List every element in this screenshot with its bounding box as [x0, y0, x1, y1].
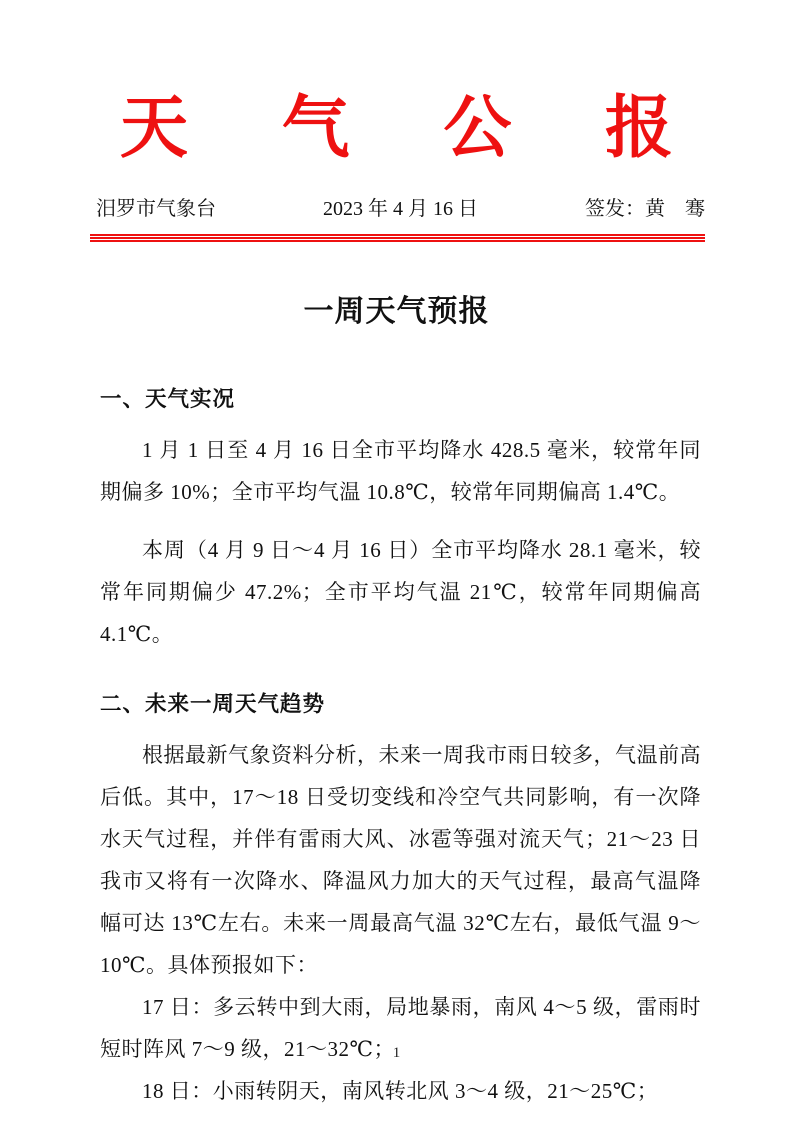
signer	[585, 196, 705, 222]
issue-date: 2023 年 4 月 16 日	[323, 197, 478, 220]
paragraph-trend-overview: 根据最新气象资料分析，未来一周我市雨日较多，气温前高后低。其中，17～18 日受切变线和冷空气共同影响，有一次降水天气过程，并伴有雷雨大风、冰雹等强对流天气；21～23 日我市又将有一次降水、降温风力加大的天气过程，最高气温降幅可达 13℃左右。未来一周最高气温 32℃左右，最低气温 9～10℃。具体预报如下：	[100, 742, 701, 977]
paragraph-forecast-day17: 17 日：多云转中到大雨，局地暴雨，南风 4～5 级，雷雨时短时阵风 7～9 级，21～32℃；	[100, 994, 701, 1061]
paragraph-forecast-day18: 18 日：小雨转阴天，南风转北风 3～4 级，21～25℃；	[142, 1078, 659, 1103]
report-body	[100, 382, 701, 1112]
document-header-row	[96, 196, 705, 222]
section-heading-weekly-trend: 二、未来一周天气趋势	[100, 691, 326, 716]
page-number: 1	[392, 1045, 401, 1061]
report-heading: 一周天气预报	[303, 294, 490, 328]
section-heading-weather-conditions: 一、天气实况	[100, 386, 236, 411]
paragraph-rainfall-week: 本周（4 月 9 日～4 月 16 日）全市平均降水 28.1 毫米，较常年同期偏少 47.2%；全市平均气温 21℃，较常年同期偏高 4.1℃。	[100, 537, 701, 646]
paragraph-rainfall-ytd: 1 月 1 日至 4 月 16 日全市平均降水 428.5 毫米，较常年同期偏多 10%；全市平均气温 10.8℃，较常年同期偏高 1.4℃。	[100, 437, 701, 504]
issuing-agency: 汨罗市气象台	[96, 197, 216, 220]
signer-label: 签发：	[585, 197, 645, 220]
header-divider-rule	[90, 234, 705, 242]
document-title: 天 气 公 报	[119, 90, 711, 166]
signer-name: 黄 骞	[645, 197, 705, 220]
